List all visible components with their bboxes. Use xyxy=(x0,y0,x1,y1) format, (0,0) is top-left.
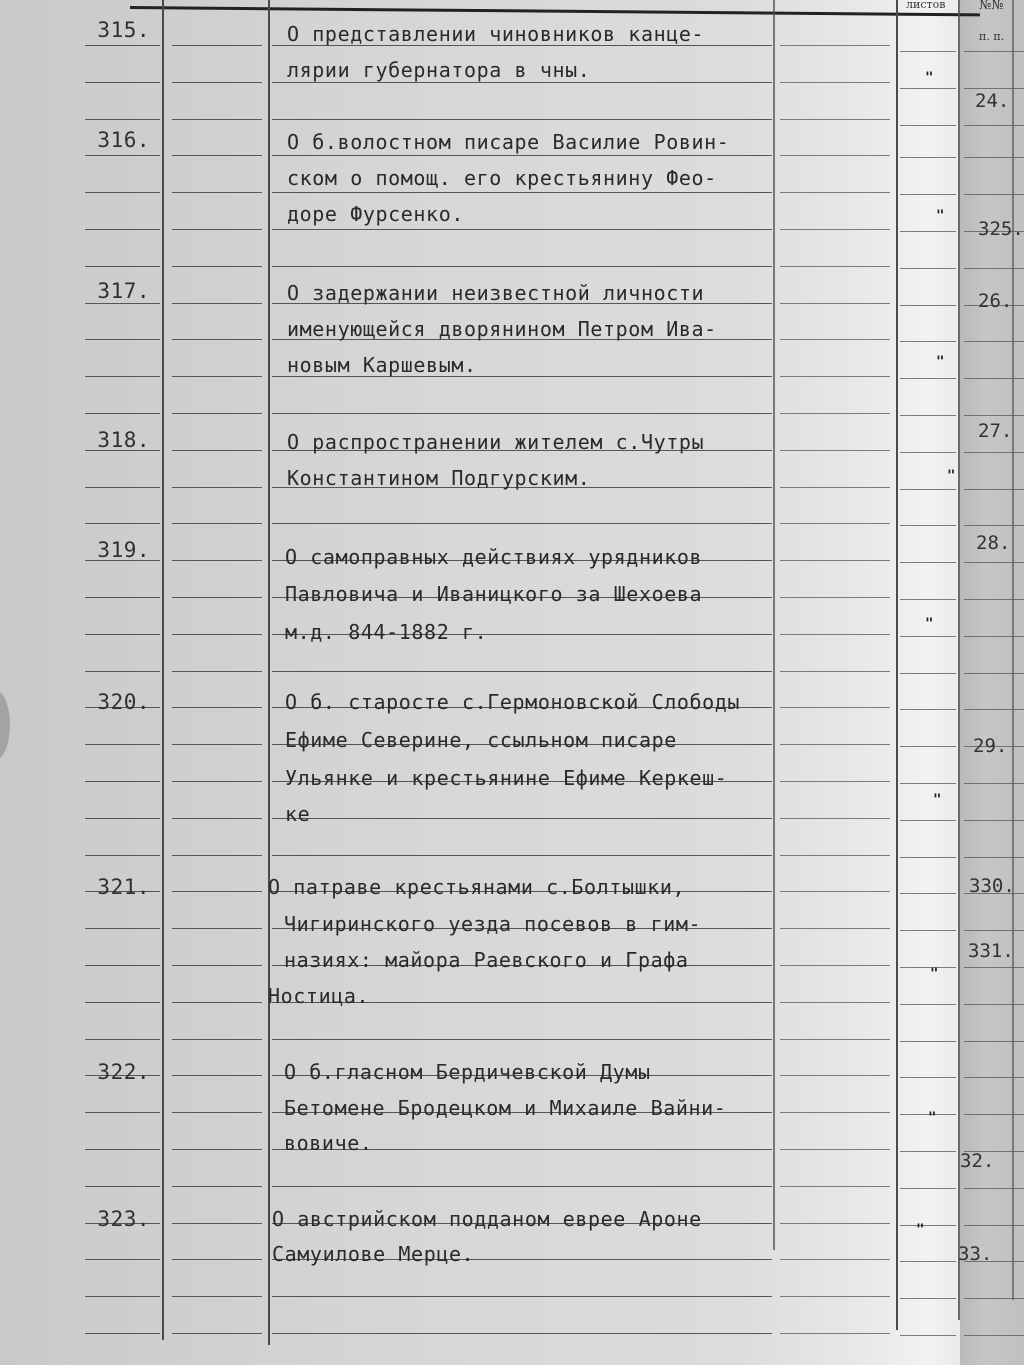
ruled-line xyxy=(780,634,890,635)
ruled-line xyxy=(780,1186,890,1187)
ruled-line xyxy=(900,930,956,931)
entry-number: 320. xyxy=(97,690,150,714)
ruled-line xyxy=(272,1039,772,1040)
ruled-line xyxy=(780,266,890,267)
underlying-number: 325. xyxy=(978,218,1024,240)
ruled-line xyxy=(172,1186,262,1187)
ruled-line xyxy=(780,82,890,83)
ruled-line xyxy=(780,1039,890,1040)
ruled-line xyxy=(172,487,262,488)
entry-description-line: новым Каршевым. xyxy=(287,353,477,377)
ruled-line xyxy=(900,1077,956,1078)
ruled-line xyxy=(85,818,160,819)
ruled-line xyxy=(780,781,890,782)
ruled-line xyxy=(964,415,1024,416)
ruled-line xyxy=(172,376,262,377)
ruled-line xyxy=(172,1149,262,1150)
ruled-line xyxy=(900,1335,956,1336)
ruled-line xyxy=(964,709,1024,710)
ruled-line xyxy=(85,45,160,46)
entry-description-line: О самоправных действиях урядников xyxy=(285,545,703,569)
ruled-line xyxy=(964,525,1024,526)
entry-description-line: О австрийском подданом еврее Ароне xyxy=(272,1207,702,1231)
ruled-line xyxy=(85,376,160,377)
ruled-line xyxy=(964,194,1024,195)
underlying-number: 26. xyxy=(978,290,1013,312)
ditto-mark: " xyxy=(925,70,934,86)
ruled-line xyxy=(780,155,890,156)
entry-description-line: вовиче. xyxy=(284,1131,373,1155)
ditto-mark: " xyxy=(936,208,945,224)
entry-description-line: О б.гласном Бердичевской Думы xyxy=(284,1060,651,1084)
ruled-line xyxy=(964,341,1024,342)
ruled-line xyxy=(172,1039,262,1040)
ruled-line xyxy=(780,560,890,561)
ruled-line xyxy=(964,1225,1024,1226)
ruled-line xyxy=(85,965,160,966)
ruled-line xyxy=(272,1186,772,1187)
ruled-line xyxy=(272,671,772,672)
ruled-line xyxy=(900,415,956,416)
entry-description-line: О патраве крестьянами с.Болтышки, xyxy=(268,875,686,899)
numbers-header: №№ xyxy=(979,0,1004,13)
underlying-number: 330. xyxy=(969,875,1015,897)
ruled-line xyxy=(964,378,1024,379)
underlying-number: 27. xyxy=(978,420,1013,442)
ruled-line xyxy=(85,487,160,488)
ruled-line xyxy=(964,1041,1024,1042)
ruled-line xyxy=(172,1259,262,1260)
ruled-line xyxy=(172,82,262,83)
ruled-line xyxy=(172,965,262,966)
ruled-line xyxy=(172,707,262,708)
ruled-line xyxy=(964,1004,1024,1005)
ruled-line xyxy=(780,1259,890,1260)
ruled-line xyxy=(780,965,890,966)
ruled-line xyxy=(900,1151,956,1152)
ruled-line xyxy=(900,305,956,306)
ruled-line xyxy=(964,673,1024,674)
ruled-line xyxy=(900,157,956,158)
entry-description-line: ке xyxy=(285,802,311,826)
column-divider-number xyxy=(162,0,164,1340)
ruled-line xyxy=(900,562,956,563)
entry-description-line: ском о помощ. его крестьянину Фео- xyxy=(287,166,717,190)
entry-description-line: О представлении чиновников канце- xyxy=(287,22,705,46)
ruled-line xyxy=(272,266,772,267)
ruled-line xyxy=(964,125,1024,126)
ruled-line xyxy=(780,45,890,46)
ruled-line xyxy=(780,119,890,120)
ruled-line xyxy=(780,855,890,856)
entry-number: 318. xyxy=(97,428,150,452)
ruled-line xyxy=(900,125,956,126)
ruled-line xyxy=(272,155,772,156)
ruled-line xyxy=(780,413,890,414)
ruled-line xyxy=(172,450,262,451)
ditto-mark: " xyxy=(933,792,942,808)
ruled-line xyxy=(85,155,160,156)
ruled-line xyxy=(964,157,1024,158)
ruled-line xyxy=(85,192,160,193)
ruled-line xyxy=(172,303,262,304)
entry-description-line: лярии губернатора в чны. xyxy=(287,58,591,82)
ruled-line xyxy=(85,855,160,856)
ruled-line xyxy=(172,1075,262,1076)
underlying-number: 331. xyxy=(968,940,1014,962)
ruled-line xyxy=(85,119,160,120)
ruled-line xyxy=(964,562,1024,563)
ditto-mark: " xyxy=(925,616,934,632)
ruled-line xyxy=(964,783,1024,784)
ruled-line xyxy=(172,155,262,156)
ruled-line xyxy=(780,339,890,340)
ruled-line xyxy=(964,1298,1024,1299)
ruled-line xyxy=(272,413,772,414)
ruled-line xyxy=(172,744,262,745)
ditto-mark: " xyxy=(916,1222,925,1238)
ruled-line xyxy=(172,229,262,230)
ruled-line xyxy=(172,891,262,892)
ditto-mark: " xyxy=(936,354,945,370)
ruled-line xyxy=(85,1002,160,1003)
ruled-line xyxy=(900,231,956,232)
entry-description-line: Ульянке и крестьянине Ефиме Керкеш- xyxy=(285,766,728,790)
ruled-line xyxy=(172,560,262,561)
ruled-line xyxy=(900,636,956,637)
ruled-line xyxy=(900,746,956,747)
entry-description-line: О б. старосте с.Гермоновской Слободы xyxy=(285,690,741,714)
ruled-line xyxy=(900,673,956,674)
ruled-line xyxy=(85,781,160,782)
ruled-line xyxy=(900,194,956,195)
entry-description-line: Павловича и Иваницкого за Шехоева xyxy=(285,582,703,606)
underlying-number: 33. xyxy=(958,1243,993,1265)
ruled-line xyxy=(172,339,262,340)
ruled-line xyxy=(172,192,262,193)
entry-description-line: доре Фурсенко. xyxy=(287,202,464,226)
ruled-line xyxy=(272,119,772,120)
ruled-line xyxy=(85,1296,160,1297)
ruled-line xyxy=(85,928,160,929)
ruled-line xyxy=(780,707,890,708)
ruled-line xyxy=(900,857,956,858)
ruled-line xyxy=(900,783,956,784)
ruled-line xyxy=(900,709,956,710)
entry-description-line: Ефиме Северине, ссыльном писаре xyxy=(285,728,677,752)
ditto-mark: " xyxy=(928,1110,937,1126)
ruled-line xyxy=(85,1112,160,1113)
ruled-line xyxy=(780,1223,890,1224)
entry-description-line: Бетомене Бродецком и Михаиле Вайни- xyxy=(284,1096,727,1120)
entry-description-line: О распространении жителем с.Чутры xyxy=(287,430,705,454)
ruled-line xyxy=(900,599,956,600)
ruled-line xyxy=(780,928,890,929)
ruled-line xyxy=(172,928,262,929)
ruled-line xyxy=(900,1041,956,1042)
ruled-line xyxy=(780,229,890,230)
ruled-line xyxy=(780,1296,890,1297)
ruled-line xyxy=(780,487,890,488)
ruled-line xyxy=(172,818,262,819)
ruled-line xyxy=(780,1149,890,1150)
underlying-number: 32. xyxy=(960,1150,995,1172)
ruled-line xyxy=(172,523,262,524)
underlying-number: 24. xyxy=(975,90,1010,112)
ruled-line xyxy=(85,1149,160,1150)
ruled-line xyxy=(780,671,890,672)
ruled-line xyxy=(900,1298,956,1299)
ruled-line xyxy=(85,1186,160,1187)
ditto-mark: " xyxy=(947,468,956,484)
ruled-line xyxy=(780,1112,890,1113)
ruled-line xyxy=(272,229,772,230)
ruled-line xyxy=(272,1333,772,1334)
ruled-line xyxy=(85,671,160,672)
ruled-line xyxy=(85,597,160,598)
ruled-line xyxy=(85,744,160,745)
ruled-line xyxy=(172,1002,262,1003)
ruled-line xyxy=(964,1335,1024,1336)
entry-number: 315. xyxy=(97,18,150,42)
entry-number: 321. xyxy=(97,875,150,899)
ruled-line xyxy=(900,88,956,89)
pp-header: п. п. xyxy=(979,30,1005,43)
ditto-mark: " xyxy=(930,966,939,982)
entry-number: 323. xyxy=(97,1207,150,1231)
ruled-line xyxy=(780,818,890,819)
entry-number: 317. xyxy=(97,279,150,303)
ruled-line xyxy=(172,1333,262,1334)
entry-description-line: Константином Подгурским. xyxy=(287,466,591,490)
entry-description-line: О задержании неизвестной личности xyxy=(287,281,705,305)
ruled-line xyxy=(780,891,890,892)
ruled-line xyxy=(172,634,262,635)
ruled-line xyxy=(172,1296,262,1297)
ruled-line xyxy=(964,820,1024,821)
ruled-line xyxy=(964,51,1024,52)
ruled-line xyxy=(900,268,956,269)
ruled-line xyxy=(900,452,956,453)
column-divider-desc xyxy=(773,0,775,1250)
entry-description-line: назиях: майора Раевского и Графа xyxy=(284,948,689,972)
ruled-line xyxy=(85,413,160,414)
entry-description-line: Ностица. xyxy=(268,984,370,1008)
ruled-line xyxy=(780,1002,890,1003)
ruled-line xyxy=(780,376,890,377)
ruled-line xyxy=(964,268,1024,269)
ruled-line xyxy=(780,1075,890,1076)
entry-description-line: Самуилове Мерце. xyxy=(272,1242,475,1266)
entry-description-line: м.д. 844-1882 г. xyxy=(285,620,488,644)
ruled-line xyxy=(172,266,262,267)
ruled-line xyxy=(900,1261,956,1262)
ruled-line xyxy=(272,523,772,524)
ruled-line xyxy=(272,1296,772,1297)
ruled-line xyxy=(900,51,956,52)
ruled-line xyxy=(85,1039,160,1040)
ruled-line xyxy=(172,45,262,46)
ruled-line xyxy=(272,818,772,819)
ruled-line xyxy=(172,855,262,856)
ruled-line xyxy=(172,119,262,120)
entry-description-line: именующейся дворянином Петром Ива- xyxy=(287,317,717,341)
ruled-line xyxy=(780,303,890,304)
ruled-line xyxy=(172,597,262,598)
entry-number: 322. xyxy=(97,1060,150,1084)
ruled-line xyxy=(780,744,890,745)
ruled-line xyxy=(172,671,262,672)
underlying-number: 29. xyxy=(973,735,1008,757)
ruled-line xyxy=(172,413,262,414)
ruled-line xyxy=(272,855,772,856)
ruled-line xyxy=(780,192,890,193)
ruled-line xyxy=(900,1004,956,1005)
ruled-line xyxy=(780,523,890,524)
ruled-line xyxy=(172,781,262,782)
underlying-number: 28. xyxy=(976,532,1011,554)
ruled-line xyxy=(780,450,890,451)
entry-description-line: Чигиринского уезда посевов в гим- xyxy=(284,912,702,936)
ruled-line xyxy=(900,1188,956,1189)
ruled-line xyxy=(900,1225,956,1226)
entry-description-line: О б.волостном писаре Василие Ровин- xyxy=(287,130,730,154)
ruled-line xyxy=(964,930,1024,931)
ruled-line xyxy=(780,597,890,598)
ruled-line xyxy=(85,1333,160,1334)
ruled-line xyxy=(172,1223,262,1224)
column-divider-right xyxy=(958,0,960,1320)
column-divider-sheets xyxy=(896,0,898,1330)
ruled-line xyxy=(272,192,772,193)
column-divider-blank xyxy=(268,0,270,1345)
ruled-line xyxy=(85,303,160,304)
ruled-line xyxy=(964,1077,1024,1078)
sheets-header: листов xyxy=(906,0,946,11)
ruled-line xyxy=(964,599,1024,600)
ruled-line xyxy=(172,1112,262,1113)
ruled-line xyxy=(900,525,956,526)
ruled-line xyxy=(964,1114,1024,1115)
ruled-line xyxy=(900,893,956,894)
ruled-line xyxy=(85,523,160,524)
ruled-line xyxy=(964,1188,1024,1189)
ruled-line xyxy=(964,857,1024,858)
ruled-line xyxy=(85,339,160,340)
ruled-line xyxy=(964,967,1024,968)
ruled-line xyxy=(900,341,956,342)
ruled-line xyxy=(780,1333,890,1334)
ruled-line xyxy=(272,82,772,83)
ruled-line xyxy=(85,82,160,83)
ruled-line xyxy=(964,489,1024,490)
entry-number: 319. xyxy=(97,538,150,562)
ruled-line xyxy=(900,489,956,490)
ruled-line xyxy=(900,967,956,968)
ruled-line xyxy=(964,452,1024,453)
ruled-line xyxy=(85,634,160,635)
ruled-line xyxy=(85,1259,160,1260)
ruled-line xyxy=(900,820,956,821)
ruled-line xyxy=(900,378,956,379)
ruled-line xyxy=(85,229,160,230)
ruled-line xyxy=(85,266,160,267)
ruled-line xyxy=(964,636,1024,637)
entry-number: 316. xyxy=(97,128,150,152)
